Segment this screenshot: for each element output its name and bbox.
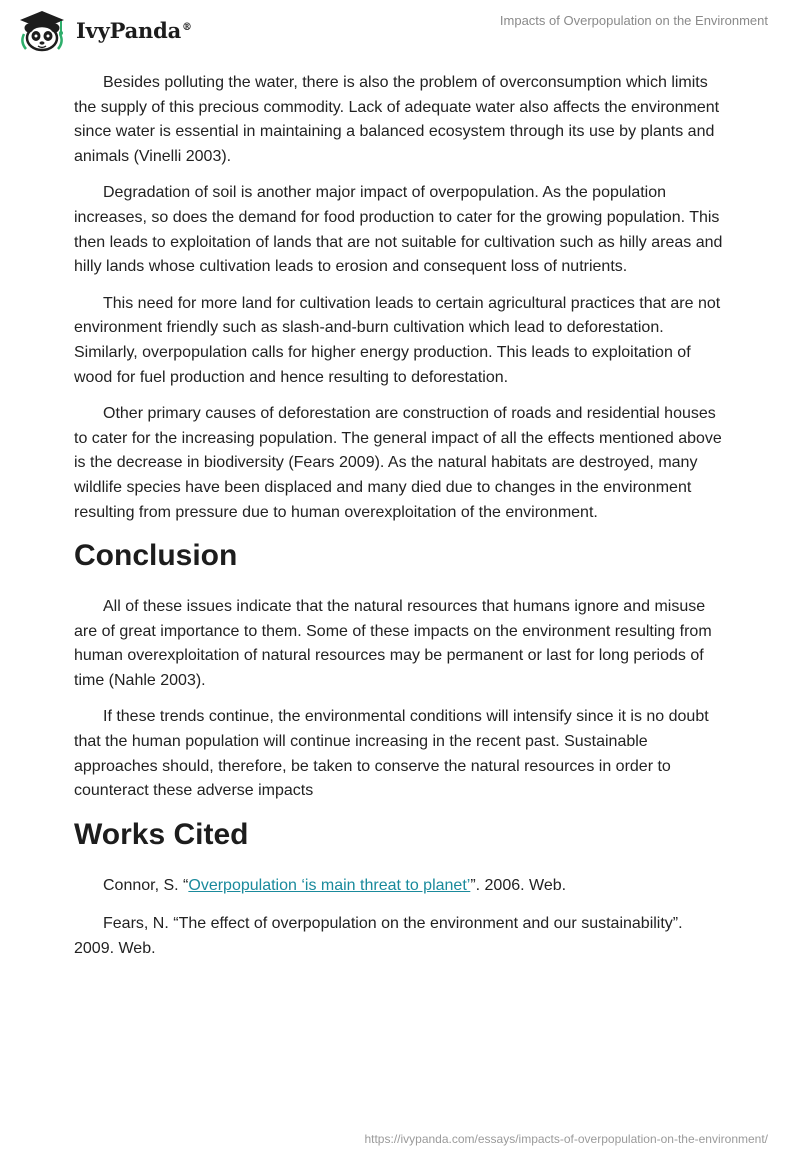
body-paragraph: This need for more land for cultivation leads to certain agricultural practices that are not environment friendly such as slash-and-burn cultivation which lead to deforestation. Similarly, overpopulation calls for higher energy production. This leads to exploitation of wood for fuel production and hence resulting to deforestation. — [74, 294, 721, 386]
brand-name: IvyPanda® — [76, 17, 192, 43]
body-paragraph: Other primary causes of deforestation are construction of roads and residential houses to cater for the increasing population. The general impact of all the effects mentioned above is the decrease in biodiversity (Fears 2009). As the natural habitats are destroyed, many wildlife species have been displaced and many died due to changes in the environment resulting from pressure due to human overexploitation of the environment. — [74, 405, 722, 521]
essay-body — [74, 71, 726, 976]
conclusion-heading: Conclusion — [74, 539, 238, 573]
conclusion-paragraph: All of these issues indicate that the natural resources that humans ignore and misuse are of great importance to them. Some of these impacts on the environment resulting from human overexploitation of natural resources may be permanent or last for long periods of time (Nahle 2003). — [74, 598, 712, 689]
body-paragraph: Degradation of soil is another major impact of overpopulation. As the population increases, so does the demand for food production to cater for the growing population. This then leads to exploitation of lands that are not suitable for cultivation such as hilly areas and hilly lands whose cultivation leads to erosion and consequent loss of nutrients. — [74, 184, 723, 276]
panda-graduate-icon — [14, 8, 70, 52]
body-paragraph: Besides polluting the water, there is also the problem of overconsumption which limits the supply of this precious commodity. Lack of adequate water also affects the environment since water is essential in maintaining a balanced ecosystem through its use by plants and animals (Vinelli 2003). — [74, 74, 720, 165]
document-title: Impacts of Overpopulation on the Environment — [499, 13, 768, 28]
conclusion-paragraph: If these trends continue, the environmental conditions will intensify since it is no doubt that the human population will continue increasing in the recent past. Sustainable approaches should, therefore, be taken to conserve the natural resources in order to counteract these adverse impacts — [74, 708, 709, 800]
citation-connor: Connor, S. “Overpopulation ‘is main threat to planet’”. 2006. Web. — [103, 876, 567, 894]
logo[interactable] — [14, 8, 192, 52]
page-header — [0, 0, 800, 60]
works-cited-heading: Works Cited — [74, 817, 249, 851]
citation-fears: Fears, N. “The effect of overpopulation on the environment and our sustainability”. 2009. Web. — [74, 915, 683, 958]
citation-link[interactable]: Overpopulation ‘is main threat to planet’ — [188, 876, 471, 894]
source-url: https://ivypanda.com/essays/impacts-of-overpopulation-on-the-environment/ — [364, 1132, 768, 1146]
